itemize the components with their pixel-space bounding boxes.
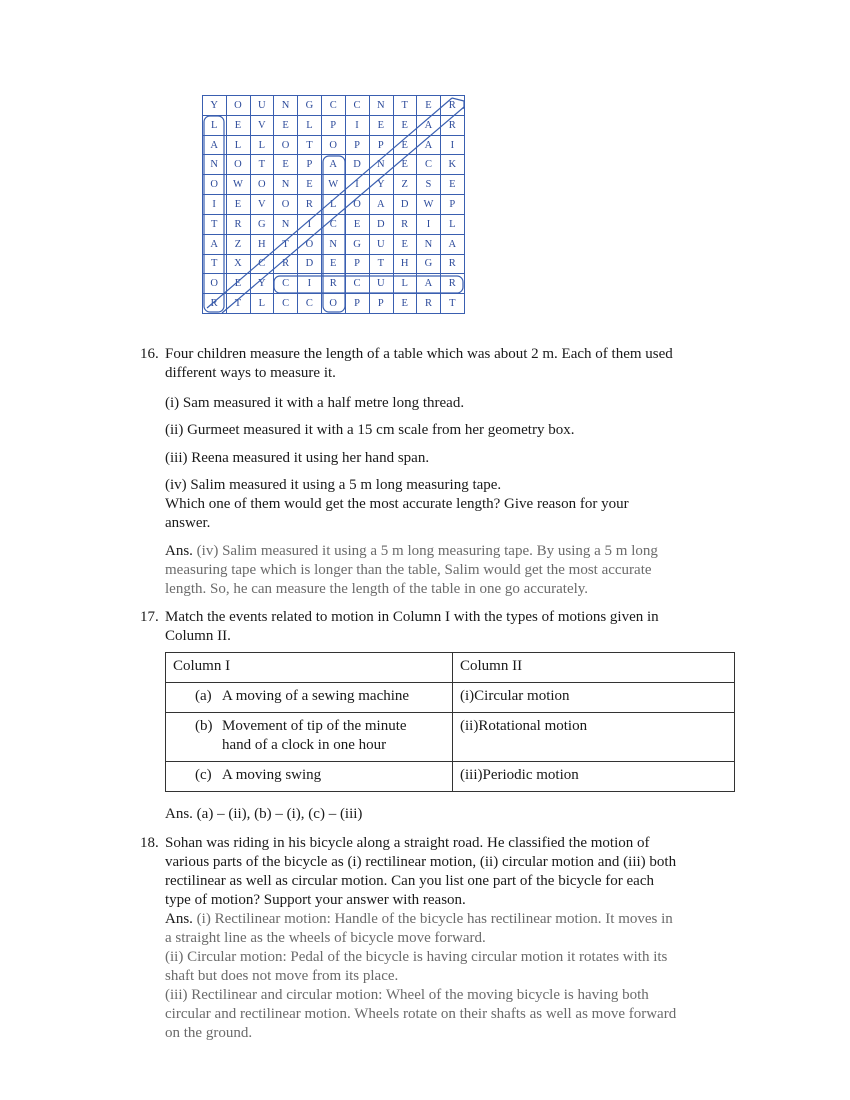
grid-cell: G	[298, 96, 322, 116]
grid-row	[203, 254, 465, 274]
grid-cell: I	[417, 214, 441, 234]
grid-cell: E	[393, 115, 417, 135]
grid-cell: U	[369, 274, 393, 294]
grid-cell: U	[369, 234, 393, 254]
grid-cell: L	[298, 115, 322, 135]
grid-row	[203, 274, 465, 294]
q16-option-4: (iv) Salim measured it using a 5 m long measuring tape.	[165, 477, 502, 493]
grid-cell: I	[203, 195, 227, 215]
row-label: (a)	[195, 688, 212, 704]
grid-row	[203, 294, 465, 314]
grid-cell: R	[441, 115, 465, 135]
grid-cell: D	[369, 214, 393, 234]
grid-row	[203, 135, 465, 155]
grid-cell: T	[393, 96, 417, 116]
grid-cell: A	[417, 115, 441, 135]
grid-cell: R	[417, 294, 441, 314]
grid-cell: R	[203, 294, 227, 314]
question-text: different ways to measure it.	[165, 365, 336, 381]
q16-question-line1: Which one of them would get the most accurate length? Give reason for your	[165, 496, 629, 512]
grid-cell: T	[441, 294, 465, 314]
grid-cell: E	[322, 254, 346, 274]
question-text: various parts of the bicycle as (i) rectilinear motion, (ii) circular motion and (iii) both	[165, 854, 677, 870]
answer-text: shaft but does not move from its place.	[165, 968, 399, 984]
grid-cell: O	[322, 294, 346, 314]
grid-cell: T	[203, 254, 227, 274]
grid-cell: C	[274, 274, 298, 294]
grid-row	[203, 195, 465, 215]
answer-label: Ans.	[165, 911, 193, 927]
motion-cell: (iii)Periodic motion	[453, 762, 735, 792]
question-17	[140, 608, 740, 646]
answer-text: length. So, he can measure the length of the table in one go accurately.	[165, 581, 589, 597]
grid-row	[203, 234, 465, 254]
grid-cell: Y	[203, 96, 227, 116]
grid-cell: G	[417, 254, 441, 274]
answer-text: measuring tape which is longer than the table, Salim would get the most accurate	[165, 562, 652, 578]
row-label: (b)	[195, 718, 213, 734]
grid-cell: E	[393, 294, 417, 314]
answer-label: Ans.	[165, 543, 193, 559]
grid-cell: P	[345, 254, 369, 274]
grid-cell: O	[203, 175, 227, 195]
grid-cell: Y	[369, 175, 393, 195]
grid-cell: P	[441, 195, 465, 215]
grid-cell: A	[369, 195, 393, 215]
grid-cell: E	[298, 175, 322, 195]
grid-cell: N	[369, 155, 393, 175]
grid-cell: T	[203, 214, 227, 234]
grid-cell: E	[226, 274, 250, 294]
grid-cell: L	[203, 115, 227, 135]
grid-cell: P	[345, 294, 369, 314]
grid-cell: L	[441, 214, 465, 234]
column-header: Column II	[453, 653, 735, 683]
question-text: type of motion? Support your answer with reason.	[165, 892, 466, 908]
grid-cell: R	[441, 254, 465, 274]
grid-cell: C	[274, 294, 298, 314]
answer-text: (iii) Rectilinear and circular motion: Wheel of the moving bicycle is having both	[165, 987, 649, 1003]
grid-cell: P	[345, 135, 369, 155]
grid-cell: I	[298, 214, 322, 234]
word-search-puzzle	[202, 95, 465, 314]
q18-answer	[165, 910, 740, 1043]
grid-cell: C	[322, 214, 346, 234]
motion-cell: (ii)Rotational motion	[453, 713, 735, 762]
grid-cell: Y	[250, 274, 274, 294]
grid-cell: O	[226, 155, 250, 175]
answer-text: (i) Rectilinear motion: Handle of the bicycle has rectilinear motion. It moves in	[192, 911, 673, 927]
answer-text: on the ground.	[165, 1025, 253, 1041]
word-search-grid	[202, 95, 465, 314]
grid-cell: E	[393, 135, 417, 155]
grid-cell: N	[417, 234, 441, 254]
grid-cell: L	[322, 195, 346, 215]
grid-cell: R	[441, 274, 465, 294]
question-text: Sohan was riding in his bicycle along a straight road. He classified the motion of	[165, 835, 650, 851]
grid-cell: H	[393, 254, 417, 274]
grid-cell: C	[250, 254, 274, 274]
grid-cell: N	[274, 175, 298, 195]
grid-cell: R	[274, 254, 298, 274]
grid-cell: E	[226, 195, 250, 215]
grid-cell: T	[274, 234, 298, 254]
grid-cell: N	[203, 155, 227, 175]
grid-cell: E	[369, 115, 393, 135]
motion-cell: (i)Circular motion	[453, 683, 735, 713]
grid-cell: E	[274, 115, 298, 135]
grid-cell: O	[274, 135, 298, 155]
grid-cell: W	[322, 175, 346, 195]
q17-answer: Ans. (a) – (ii), (b) – (i), (c) – (iii)	[165, 806, 363, 822]
q16-answer	[165, 542, 658, 599]
grid-cell: X	[226, 254, 250, 274]
grid-cell: C	[298, 294, 322, 314]
grid-cell: V	[250, 195, 274, 215]
question-text: Four children measure the length of a table which was about 2 m. Each of them used	[165, 346, 673, 362]
grid-cell: C	[345, 96, 369, 116]
grid-cell: E	[226, 115, 250, 135]
grid-cell: C	[417, 155, 441, 175]
table-header-row	[166, 653, 735, 683]
question-text: Match the events related to motion in Column I with the types of motions given in	[165, 609, 659, 625]
match-table	[165, 652, 735, 792]
question-number: 16.	[140, 346, 159, 362]
grid-cell: W	[417, 195, 441, 215]
grid-cell: W	[226, 175, 250, 195]
grid-cell: P	[298, 155, 322, 175]
grid-cell: G	[250, 214, 274, 234]
question-text: Column II.	[165, 628, 231, 644]
grid-cell: O	[203, 274, 227, 294]
grid-cell: O	[250, 175, 274, 195]
grid-cell: R	[226, 214, 250, 234]
grid-cell: T	[298, 135, 322, 155]
table-row	[166, 762, 735, 792]
row-label: (c)	[195, 767, 212, 783]
grid-cell: A	[203, 135, 227, 155]
grid-row	[203, 96, 465, 116]
grid-cell: E	[393, 234, 417, 254]
grid-row	[203, 155, 465, 175]
grid-cell: U	[250, 96, 274, 116]
answer-text: circular and rectilinear motion. Wheels rotate on their shafts as well as move forward	[165, 1006, 677, 1022]
grid-cell: P	[322, 115, 346, 135]
event-text: Movement of tip of the minute	[222, 718, 407, 734]
grid-cell: L	[250, 135, 274, 155]
grid-cell: R	[393, 214, 417, 234]
grid-cell: N	[274, 214, 298, 234]
grid-cell: E	[417, 96, 441, 116]
grid-cell: D	[345, 155, 369, 175]
grid-cell: A	[322, 155, 346, 175]
q16-option-3: (iii) Reena measured it using her hand span.	[165, 450, 430, 466]
grid-cell: N	[322, 234, 346, 254]
grid-cell: D	[393, 195, 417, 215]
question-18	[140, 834, 740, 1043]
grid-cell: I	[345, 175, 369, 195]
grid-cell: O	[226, 96, 250, 116]
grid-cell: N	[369, 96, 393, 116]
grid-cell: K	[441, 155, 465, 175]
grid-cell: O	[274, 195, 298, 215]
grid-cell: O	[298, 234, 322, 254]
grid-cell: C	[345, 274, 369, 294]
question-number: 18.	[140, 835, 159, 851]
grid-cell: O	[322, 135, 346, 155]
grid-cell: I	[441, 135, 465, 155]
grid-cell: O	[345, 195, 369, 215]
grid-row	[203, 175, 465, 195]
grid-cell: V	[250, 115, 274, 135]
grid-cell: D	[298, 254, 322, 274]
grid-cell: P	[369, 135, 393, 155]
table-row	[166, 683, 735, 713]
grid-cell: R	[298, 195, 322, 215]
q16-option-1: (i) Sam measured it with a half metre long thread.	[165, 395, 465, 411]
grid-cell: E	[393, 155, 417, 175]
grid-cell: T	[226, 294, 250, 314]
grid-cell: A	[441, 234, 465, 254]
grid-cell: E	[274, 155, 298, 175]
event-text: A moving of a sewing machine	[222, 688, 410, 704]
answer-text: a straight line as the wheels of bicycle move forward.	[165, 930, 486, 946]
grid-cell: G	[345, 234, 369, 254]
grid-cell: Z	[226, 234, 250, 254]
question-number: 17.	[140, 609, 159, 625]
q16-question-line2: answer.	[165, 515, 211, 531]
grid-cell: C	[322, 96, 346, 116]
event-text: A moving swing	[222, 767, 322, 783]
grid-cell: T	[369, 254, 393, 274]
grid-cell: A	[417, 135, 441, 155]
question-text: rectilinear as well as circular motion. Can you list one part of the bicycle for each	[165, 873, 654, 889]
grid-cell: S	[417, 175, 441, 195]
grid-cell: R	[322, 274, 346, 294]
grid-cell: T	[250, 155, 274, 175]
grid-cell: A	[417, 274, 441, 294]
table-row	[166, 713, 735, 762]
answer-text: (iv) Salim measured it using a 5 m long measuring tape. By using a 5 m long	[192, 543, 658, 559]
q16-option-2: (ii) Gurmeet measured it with a 15 cm scale from her geometry box.	[165, 422, 575, 438]
grid-cell: I	[298, 274, 322, 294]
grid-cell: E	[441, 175, 465, 195]
column-header: Column I	[166, 653, 453, 683]
grid-cell: A	[203, 234, 227, 254]
grid-cell: H	[250, 234, 274, 254]
grid-cell: E	[345, 214, 369, 234]
grid-cell: I	[345, 115, 369, 135]
grid-row	[203, 214, 465, 234]
question-16	[140, 345, 740, 383]
grid-cell: L	[250, 294, 274, 314]
grid-cell: L	[393, 274, 417, 294]
grid-cell: N	[274, 96, 298, 116]
grid-cell: Z	[393, 175, 417, 195]
answer-text: (ii) Circular motion: Pedal of the bicycle is having circular motion it rotates with its	[165, 949, 668, 965]
grid-cell: R	[441, 96, 465, 116]
grid-cell: L	[226, 135, 250, 155]
grid-cell: P	[369, 294, 393, 314]
event-text: hand of a clock in one hour	[222, 737, 387, 753]
grid-row	[203, 115, 465, 135]
